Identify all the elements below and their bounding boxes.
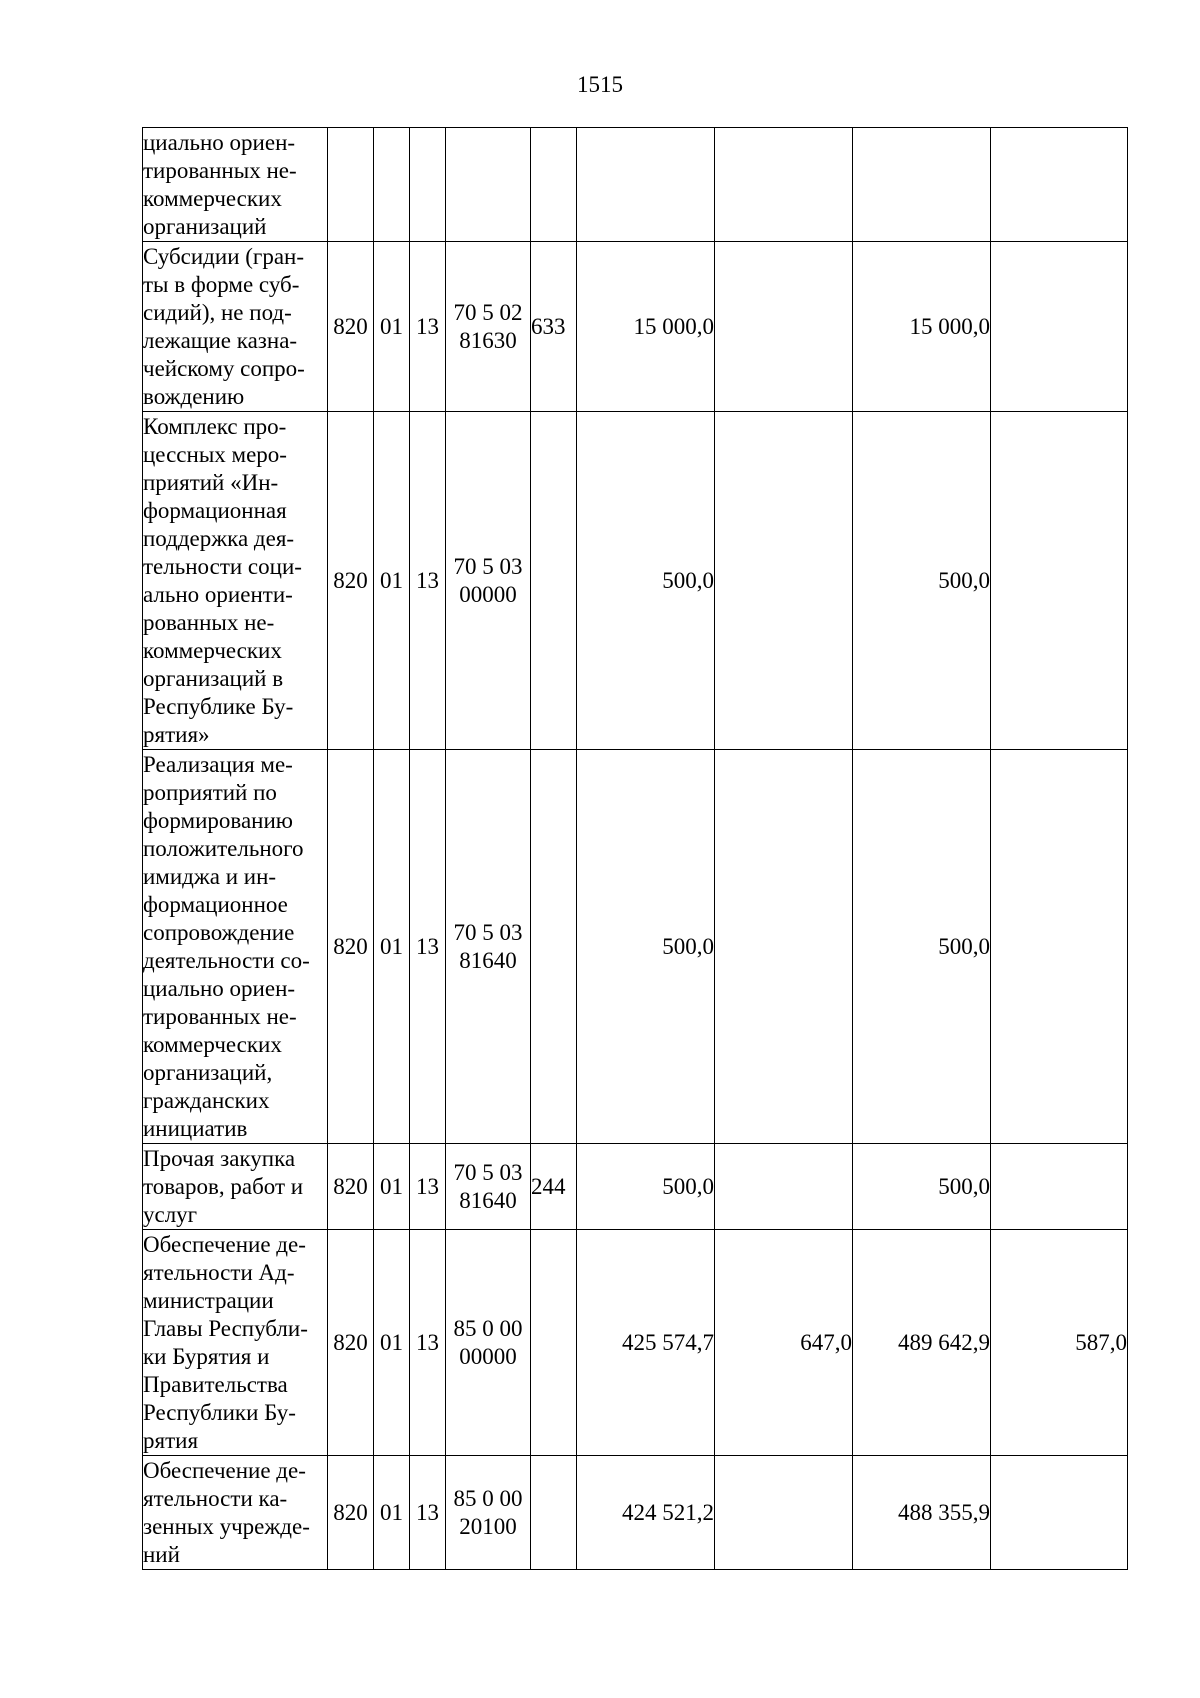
section-code-cell: 01 [374, 1456, 410, 1570]
expense-type-cell [531, 1230, 577, 1456]
item-name-line: циально ориен- [143, 975, 296, 1001]
amount-year1-subventions-cell [715, 242, 853, 412]
item-name-line: товаров, работ и [143, 1173, 304, 1199]
target-article-line: 85 0 00 [453, 1315, 523, 1341]
subsection-code-cell: 13 [410, 1456, 446, 1570]
item-name-line: Республике Бу- [143, 693, 294, 719]
amount-year1-cell: 500,0 [577, 1144, 715, 1230]
item-name-line: сопровождение [143, 919, 295, 945]
item-name-line: формационное [143, 891, 288, 917]
target-article-cell [446, 1144, 531, 1230]
amount-year1-cell: 500,0 [577, 750, 715, 1144]
item-name-cell [143, 750, 328, 1144]
item-name-line: организаций, [143, 1059, 273, 1085]
item-name-line: приятий «Ин- [143, 469, 279, 495]
item-name-line: коммерческих [143, 185, 282, 211]
expense-type-cell [531, 1456, 577, 1570]
subsection-code-cell: 13 [410, 1144, 446, 1230]
amount-year1-subventions-cell [715, 750, 853, 1144]
section-code-cell: 01 [374, 412, 410, 750]
target-article-cell [446, 1456, 531, 1570]
item-name-line: Обеспечение де- [143, 1457, 306, 1483]
item-name-line: Прочая закупка [143, 1145, 296, 1171]
ministry-code-cell: 820 [328, 1144, 374, 1230]
item-name-line: коммерческих [143, 1031, 282, 1057]
section-code-cell: 01 [374, 242, 410, 412]
item-name-line: имиджа и ин- [143, 863, 277, 889]
item-name-line: тированных не- [143, 1003, 297, 1029]
target-article-line: 81630 [459, 327, 517, 353]
amount-year2-subventions-cell [991, 128, 1128, 242]
item-name-line: Правительства [143, 1371, 288, 1397]
target-article-cell [446, 412, 531, 750]
item-name-line: тированных не- [143, 157, 297, 183]
target-article-line: 81640 [459, 947, 517, 973]
item-name-line: Комплекс про- [143, 413, 287, 439]
item-name-line: деятельности со- [143, 947, 310, 973]
section-code-cell [374, 128, 410, 242]
subsection-code-cell [410, 128, 446, 242]
target-article-cell [446, 128, 531, 242]
item-name-line: рятия [143, 1427, 199, 1453]
amount-year1-subventions-cell: 647,0 [715, 1230, 853, 1456]
amount-year2-cell: 488 355,9 [853, 1456, 991, 1570]
subsection-code-cell: 13 [410, 242, 446, 412]
amount-year2-cell: 500,0 [853, 1144, 991, 1230]
table-row [143, 1230, 1128, 1456]
item-name-line: цессных меро- [143, 441, 287, 467]
amount-year1-cell: 500,0 [577, 412, 715, 750]
item-name-line: услуг [143, 1201, 198, 1227]
table-row [143, 1456, 1128, 1570]
ministry-code-cell: 820 [328, 1230, 374, 1456]
section-code-cell: 01 [374, 750, 410, 1144]
target-article-line: 85 0 00 [453, 1485, 523, 1511]
item-name-line: ально ориенти- [143, 581, 293, 607]
target-article-cell [446, 1230, 531, 1456]
item-name-line: министрации [143, 1287, 274, 1313]
section-code-cell: 01 [374, 1144, 410, 1230]
target-article-line: 20100 [459, 1513, 517, 1539]
amount-year2-cell: 500,0 [853, 412, 991, 750]
expense-type-cell [531, 750, 577, 1144]
amount-year2-cell: 489 642,9 [853, 1230, 991, 1456]
amount-year2-subventions-cell: 587,0 [991, 1230, 1128, 1456]
expense-type-cell [531, 128, 577, 242]
item-name-line: вождению [143, 383, 245, 409]
item-name-line: зенных учрежде- [143, 1513, 310, 1539]
amount-year1-subventions-cell [715, 1144, 853, 1230]
item-name-line: организаций [143, 213, 267, 239]
amount-year1-cell: 425 574,7 [577, 1230, 715, 1456]
target-article-line: 00000 [459, 1343, 517, 1369]
amount-year1-subventions-cell [715, 412, 853, 750]
expense-type-cell: 633 [531, 242, 577, 412]
item-name-line: ний [143, 1541, 180, 1567]
item-name-line: организаций в [143, 665, 284, 691]
table-row [143, 750, 1128, 1144]
ministry-code-cell: 820 [328, 242, 374, 412]
amount-year2-subventions-cell [991, 1144, 1128, 1230]
item-name-cell [143, 242, 328, 412]
item-name-cell [143, 1456, 328, 1570]
item-name-line: сидий), не под- [143, 299, 292, 325]
table-row [143, 412, 1128, 750]
item-name-cell [143, 128, 328, 242]
amount-year1-subventions-cell [715, 128, 853, 242]
item-name-line: положительного [143, 835, 304, 861]
target-article-line: 00000 [459, 581, 517, 607]
amount-year1-cell [577, 128, 715, 242]
amount-year1-subventions-cell [715, 1456, 853, 1570]
item-name-line: формированию [143, 807, 293, 833]
table-row [143, 128, 1128, 242]
item-name-line: чейскому сопро- [143, 355, 305, 381]
target-article-line: 70 5 02 [453, 299, 523, 325]
item-name-cell [143, 1144, 328, 1230]
subsection-code-cell: 13 [410, 1230, 446, 1456]
item-name-line: рятия» [143, 721, 210, 747]
amount-year2-subventions-cell [991, 750, 1128, 1144]
amount-year1-cell: 424 521,2 [577, 1456, 715, 1570]
target-article-cell [446, 750, 531, 1144]
amount-year2-cell: 500,0 [853, 750, 991, 1144]
amount-year2-subventions-cell [991, 242, 1128, 412]
item-name-line: инициатив [143, 1115, 248, 1141]
item-name-line: рованных не- [143, 609, 275, 635]
item-name-line: тельности соци- [143, 553, 302, 579]
target-article-cell [446, 242, 531, 412]
item-name-line: Республики Бу- [143, 1399, 296, 1425]
ministry-code-cell [328, 128, 374, 242]
ministry-code-cell: 820 [328, 750, 374, 1144]
target-article-line: 81640 [459, 1187, 517, 1213]
amount-year2-cell [853, 128, 991, 242]
subsection-code-cell: 13 [410, 412, 446, 750]
item-name-line: коммерческих [143, 637, 282, 663]
amount-year2-subventions-cell [991, 1456, 1128, 1570]
target-article-line: 70 5 03 [453, 1159, 523, 1185]
item-name-line: лежащие казна- [143, 327, 298, 353]
item-name-line: циально ориен- [143, 129, 296, 155]
amount-year2-subventions-cell [991, 412, 1128, 750]
subsection-code-cell: 13 [410, 750, 446, 1144]
item-name-line: поддержка дея- [143, 525, 295, 551]
amount-year1-cell: 15 000,0 [577, 242, 715, 412]
ministry-code-cell: 820 [328, 412, 374, 750]
item-name-line: гражданских [143, 1087, 270, 1113]
ministry-code-cell: 820 [328, 1456, 374, 1570]
item-name-cell [143, 1230, 328, 1456]
item-name-line: ятельности ка- [143, 1485, 288, 1511]
section-code-cell: 01 [374, 1230, 410, 1456]
item-name-line: Субсидии (гран- [143, 243, 305, 269]
item-name-cell [143, 412, 328, 750]
item-name-line: ки Бурятия и [143, 1343, 270, 1369]
budget-table [142, 127, 1128, 1570]
expense-type-cell [531, 412, 577, 750]
target-article-line: 70 5 03 [453, 919, 523, 945]
item-name-line: роприятий по [143, 779, 277, 805]
expense-type-cell: 244 [531, 1144, 577, 1230]
item-name-line: ты в форме суб- [143, 271, 300, 297]
table-row [143, 242, 1128, 412]
item-name-line: формационная [143, 497, 287, 523]
item-name-line: ятельности Ад- [143, 1259, 295, 1285]
target-article-line: 70 5 03 [453, 553, 523, 579]
page-number: 1515 [577, 72, 623, 97]
item-name-line: Обеспечение де- [143, 1231, 306, 1257]
amount-year2-cell: 15 000,0 [853, 242, 991, 412]
table-row [143, 1144, 1128, 1230]
item-name-line: Главы Республи- [143, 1315, 308, 1341]
item-name-line: Реализация ме- [143, 751, 293, 777]
